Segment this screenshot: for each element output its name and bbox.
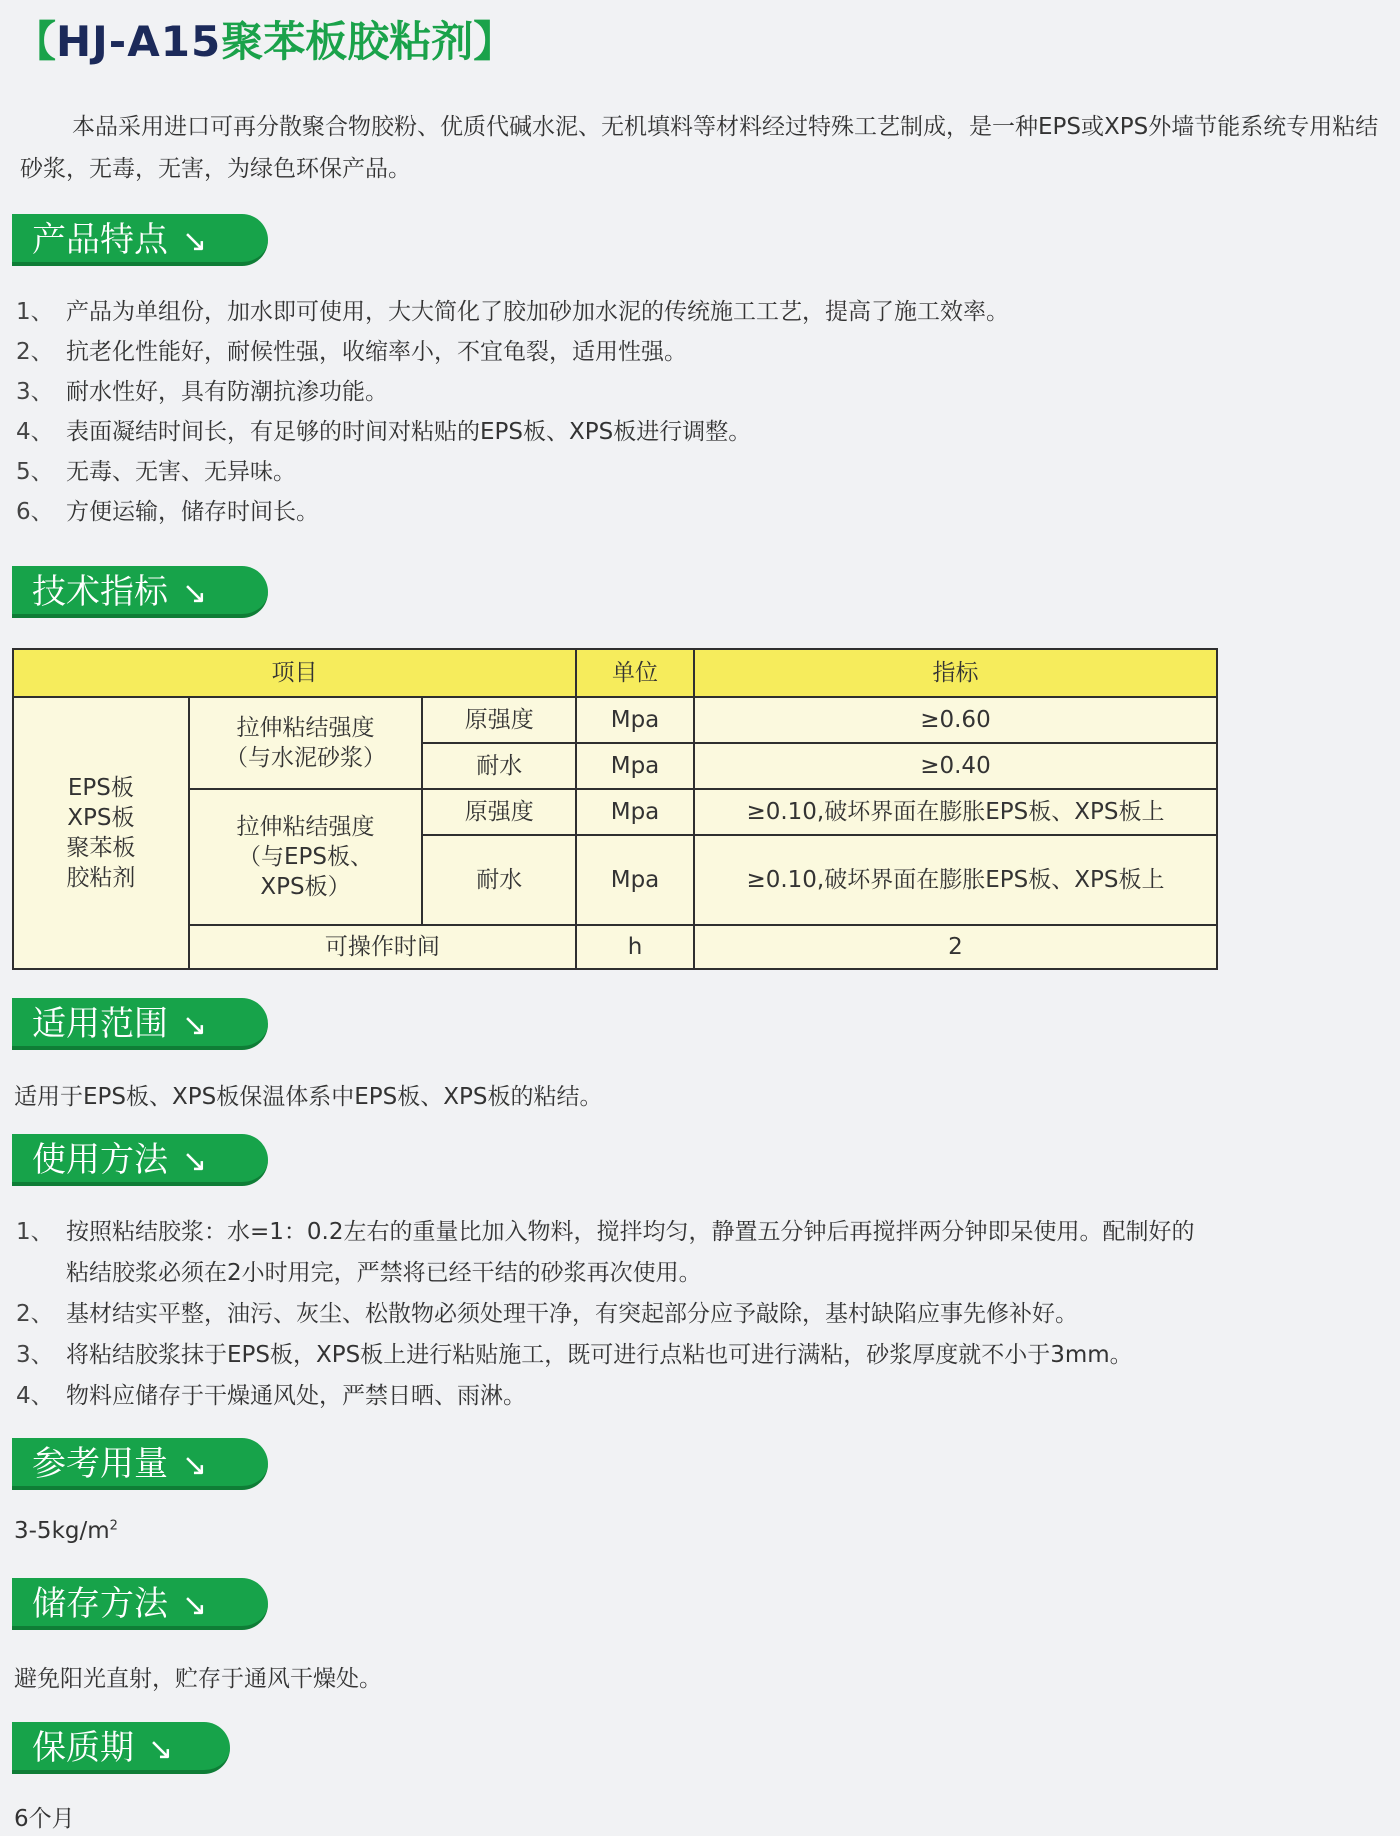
- sub-cell: 原强度: [422, 697, 576, 743]
- list-text: 抗老化性能好，耐候性强，收缩率小，不宜龟裂，适用性强。: [66, 339, 687, 365]
- list-item: [16, 1376, 1194, 1417]
- heading-label: 参考用量: [32, 1444, 168, 1484]
- list-item: [16, 1294, 1194, 1335]
- sub-cell: 原强度: [422, 789, 576, 835]
- sub-cell: 耐水: [422, 835, 576, 925]
- intro-paragraph: 本品采用进口可再分散聚合物胶粉、优质代碱水泥、无机填料等材料经过特殊工艺制成，是一种EPS或XPS外墙节能系统专用粘结砂浆，无毒，无害，为绿色环保产品。: [20, 114, 1379, 182]
- section-heading-scope: [12, 998, 268, 1050]
- value-cell: ≥0.60: [694, 697, 1217, 743]
- heading-label: 产品特点: [32, 220, 168, 260]
- list-number: 3、: [16, 379, 54, 405]
- section-heading-features: [12, 214, 268, 266]
- list-number: 2、: [16, 339, 54, 365]
- list-number: 3、: [16, 1342, 54, 1368]
- list-item: [16, 412, 1009, 452]
- product-code: HJ-A15: [56, 17, 222, 66]
- group-cell: 拉伸粘结强度 （与EPS板、 XPS板）: [189, 789, 423, 925]
- dosage-superscript: 2: [109, 1518, 118, 1534]
- section-heading-usage: [12, 1134, 268, 1186]
- spec-table: [12, 648, 1218, 970]
- list-text: 按照粘结胶浆：水=1：0.2左右的重量比加入物料，搅拌均匀，静置五分钟后再搅拌两分钟即呆使用。配制好的: [66, 1219, 1195, 1245]
- list-number: 1、: [16, 1219, 54, 1245]
- features-list: [16, 292, 1009, 532]
- sub-cell: 耐水: [422, 743, 576, 789]
- list-item: [16, 1212, 1194, 1253]
- list-item: [16, 452, 1009, 492]
- title-bracket-open: 【: [14, 17, 57, 66]
- value-cell: ≥0.10,破坏界面在膨胀EPS板、XPS板上: [694, 835, 1217, 925]
- list-item: [16, 332, 1009, 372]
- storage-text: 避免阳光直射，贮存于通风干燥处。: [14, 1666, 382, 1692]
- dosage-value: 3-5kg/m: [14, 1518, 110, 1544]
- table-row: [13, 925, 1217, 969]
- list-number: 4、: [16, 419, 54, 445]
- list-number: 6、: [16, 499, 54, 525]
- value-cell: ≥0.40: [694, 743, 1217, 789]
- heading-label: 储存方法: [32, 1584, 168, 1624]
- list-text: 无毒、无害、无异味。: [66, 459, 296, 485]
- arrow-down-right-icon: ↘: [182, 1008, 208, 1043]
- header-unit: 单位: [576, 649, 694, 697]
- unit-cell: Mpa: [576, 743, 694, 789]
- heading-label: 使用方法: [32, 1140, 168, 1180]
- table-row: [13, 697, 1217, 743]
- value-cell: ≥0.10,破坏界面在膨胀EPS板、XPS板上: [694, 789, 1217, 835]
- list-number: 4、: [16, 1383, 54, 1409]
- arrow-down-right-icon: ↘: [182, 576, 208, 611]
- usage-list: [16, 1212, 1194, 1417]
- unit-cell: h: [576, 925, 694, 969]
- open-time-label: 可操作时间: [189, 925, 576, 969]
- list-text: 物料应储存于干燥通风处，严禁日晒、雨淋。: [66, 1383, 526, 1409]
- unit-cell: Mpa: [576, 835, 694, 925]
- list-text: 基材结实平整，油污、灰尘、松散物必须处理干净，有突起部分应予敲除，基村缺陷应事先修补好。: [66, 1301, 1078, 1327]
- list-text: 产品为单组份，加水即可使用，大大简化了胶加砂加水泥的传统施工工艺，提高了施工效率。: [66, 299, 1009, 325]
- list-text: 表面凝结时间长，有足够的时间对粘贴的EPS板、XPS板进行调整。: [66, 419, 752, 445]
- arrow-down-right-icon: ↘: [182, 224, 208, 259]
- shelf-life-text: 6个月: [14, 1806, 75, 1832]
- unit-cell: Mpa: [576, 697, 694, 743]
- header-item: 项目: [13, 649, 576, 697]
- list-number: 1、: [16, 299, 54, 325]
- group-cell: 拉伸粘结强度 （与水泥砂浆）: [189, 697, 423, 789]
- section-heading-shelf-life: [12, 1722, 230, 1774]
- list-text: 耐水性好，具有防潮抗渗功能。: [66, 379, 388, 405]
- arrow-down-right-icon: ↘: [182, 1448, 208, 1483]
- list-item: [16, 292, 1009, 332]
- arrow-down-right-icon: ↘: [148, 1732, 174, 1767]
- table-header-row: [13, 649, 1217, 697]
- table-row: [13, 789, 1217, 835]
- list-item: [16, 492, 1009, 532]
- value-cell: 2: [694, 925, 1217, 969]
- section-heading-dosage: [12, 1438, 268, 1490]
- dosage-text: [14, 1518, 118, 1544]
- product-name: 聚苯板胶粘剂: [221, 17, 474, 66]
- product-cell: EPS板 XPS板 聚苯板 胶粘剂: [13, 697, 189, 969]
- unit-cell: Mpa: [576, 789, 694, 835]
- arrow-down-right-icon: ↘: [182, 1144, 208, 1179]
- heading-label: 保质期: [32, 1728, 134, 1768]
- list-item-continuation: 粘结胶浆必须在2小时用完，严禁将已经干结的砂浆再次使用。: [66, 1260, 702, 1286]
- header-value: 指标: [694, 649, 1217, 697]
- arrow-down-right-icon: ↘: [182, 1588, 208, 1623]
- heading-label: 技术指标: [32, 572, 168, 612]
- list-item: [16, 372, 1009, 412]
- scope-text: 适用于EPS板、XPS板保温体系中EPS板、XPS板的粘结。: [14, 1084, 603, 1110]
- section-heading-specs: [12, 566, 268, 618]
- list-number: 2、: [16, 1301, 54, 1327]
- title-bracket-close: 】: [473, 17, 516, 66]
- section-heading-storage: [12, 1578, 268, 1630]
- list-text: 将粘结胶浆抹于EPS板，XPS板上进行粘贴施工，既可进行点粘也可进行满粘，砂浆厚度就不小于3mm。: [66, 1342, 1133, 1368]
- heading-label: 适用范围: [32, 1004, 168, 1044]
- list-number: 5、: [16, 459, 54, 485]
- list-text: 方便运输，储存时间长。: [66, 499, 319, 525]
- list-item: [16, 1335, 1194, 1376]
- page-title: [14, 14, 515, 70]
